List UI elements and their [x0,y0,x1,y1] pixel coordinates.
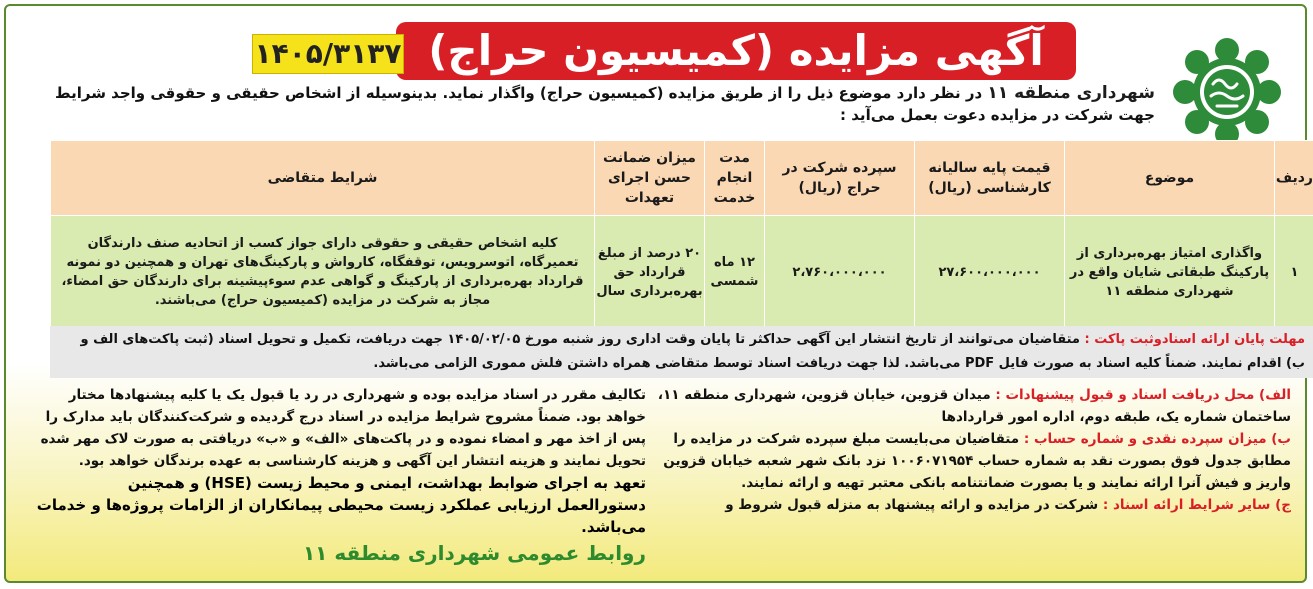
cell-base-price: ۲۷،۶۰۰،۰۰۰،۰۰۰ [915,216,1065,329]
header-base-price: قیمت پایه سالیانه کارشناسی (ریال) [915,141,1065,216]
details-left-column [36,384,646,564]
organization-name: شهرداری منطقه ۱۱ [987,83,1155,103]
header-duration: مدت انجام خدمت [705,141,765,216]
notice-number: ۱۴۰۵/۳۱۳۷ [252,34,404,74]
cell-duration: ۱۲ ماه شمسی [705,216,765,329]
section-b [641,428,1291,494]
cell-conditions: کلیه اشخاص حقیقی و حقوقی دارای جواز کسب از اتحادیه صنف دارندگان تعمیرگاه، اتوسرویس، توقفگاه، کارواش و پارکینگ‌های تهران و همچنین دو نمونه قرارداد بهره‌برداری از پارکینگ و گواهی عدم سوءپیشینه برای دارندگان حق امضاء، مجاز به شرکت در مزایده (کمیسیون حراج) می‌باشند. [51,216,595,329]
header-guarantee: میزان ضمانت حسن اجرای تعهدات [595,141,705,216]
cell-deposit: ۲،۷۶۰،۰۰۰،۰۰۰ [765,216,915,329]
section-c [641,494,1291,516]
section-a-label: الف) محل دریافت اسناد و قبول پیشنهادات : [995,387,1291,403]
intro-paragraph [50,82,1155,126]
section-b-label: ب) میزان سپرده نقدی و شماره حساب : [1023,431,1291,447]
terms-text: تکالیف مقرر در اسناد مزایده بوده و شهرداری در رد یا قبول یک یا کلیه پیشنهادها مختار خواهد بود. ضمناً مشروح شرایط مزایده در اسناد درج گردیده و شرکت‌کنندگان باید مدارک را پس از اخذ مهر و امضاء نموده و در پاکت‌های «الف» و «ب» دریافتی به صورت لاک مهر شده تحویل نمایند و هزینه انتشار این آگهی و هزینه کارشناسی به عهده برندگان خواهد بود. [40,387,646,469]
tehran-municipality-logo [1171,36,1283,148]
public-relations-signature: روابط عمومی شهرداری منطقه ۱۱ [302,541,646,565]
notice-page [4,4,1313,583]
cell-guarantee: ۲۰ درصد از مبلغ قرارداد حق بهره‌برداری سال [595,216,705,329]
cell-row-number: ۱ [1275,216,1313,329]
header-deposit: سپرده شرکت در حراج (ریال) [765,141,915,216]
deadline-text: متقاضیان می‌توانند از تاریخ انتشار این آگهی حداکثر تا پایان وقت اداری روز شنبه مورخ ۱۴۰۵/۰۲/۰۵ جهت دریافت، تکمیل و تحویل اسناد (ثبت پاکت‌های الف و ب) اقدام نمایند. ضمناً کلیه اسناد به صورت فایل PDF می‌باشد. لذا جهت دریافت اسناد توسط متقاضی همراه داشتن فلش مموری الزامی می‌باشد. [80,332,1305,371]
table-row [51,216,1313,329]
intro-text: در نظر دارد موضوع ذیل را از طریق مزایده (کمیسیون حراج) واگذار نماید. بدینوسیله از اشخاص حقیقی و حقوقی واجد شرایط جهت شرکت در مزایده دعوت بعمل می‌آید : [55,84,1155,124]
table-header-row [51,141,1313,216]
header-row-number: ردیف [1275,141,1313,216]
auction-table [50,140,1313,329]
header-subject: موضوع [1065,141,1275,216]
section-c-label: ج) سایر شرایط ارائه اسناد : [1102,497,1291,513]
header-conditions: شرایط متقاضی [51,141,595,216]
section-a [641,384,1291,428]
section-c-text: شرکت در مزایده و ارائه پیشنهاد به منزله قبول شروط و [725,497,1103,513]
notice-title-banner: آگهی مزایده (کمیسیون حراج) [396,22,1076,80]
cell-subject: واگذاری امتیاز بهره‌برداری از پارکینگ طبقاتی شایان واقع در شهرداری منطقه ۱۱ [1065,216,1275,329]
deadline-box [50,326,1313,378]
details-right-column [641,384,1291,516]
section-b-text: متقاضیان می‌بایست مبلغ سپرده شرکت در مزایده را مطابق جدول فوق بصورت نقد به شماره حساب ۱۰۰۶۰۷۱۹۵۴ نزد بانک شهر شعبه خیابان قزوین واریز و فیش آنرا ارائه نمایند و یا بصورت ضمانتنامه بانکی معتبر تهیه و ارائه نمایند. [663,431,1291,491]
section-a-text: میدان قزوین، خیابان قزوین، شهرداری منطقه ۱۱، ساختمان شماره یک، طبقه دوم، اداره امور قراردادها [657,387,1291,425]
hse-commitment: تعهد به اجرای ضوابط بهداشت، ایمنی و محیط زیست (HSE) و همچنین دستورالعمل ارزیابی عملکرد زیست محیطی پیمانکاران از الزامات پروژه‌ها و خدمات می‌باشد. [36,474,646,536]
deadline-label: مهلت پایان ارائه اسنادوثبت پاکت : [1084,332,1305,347]
